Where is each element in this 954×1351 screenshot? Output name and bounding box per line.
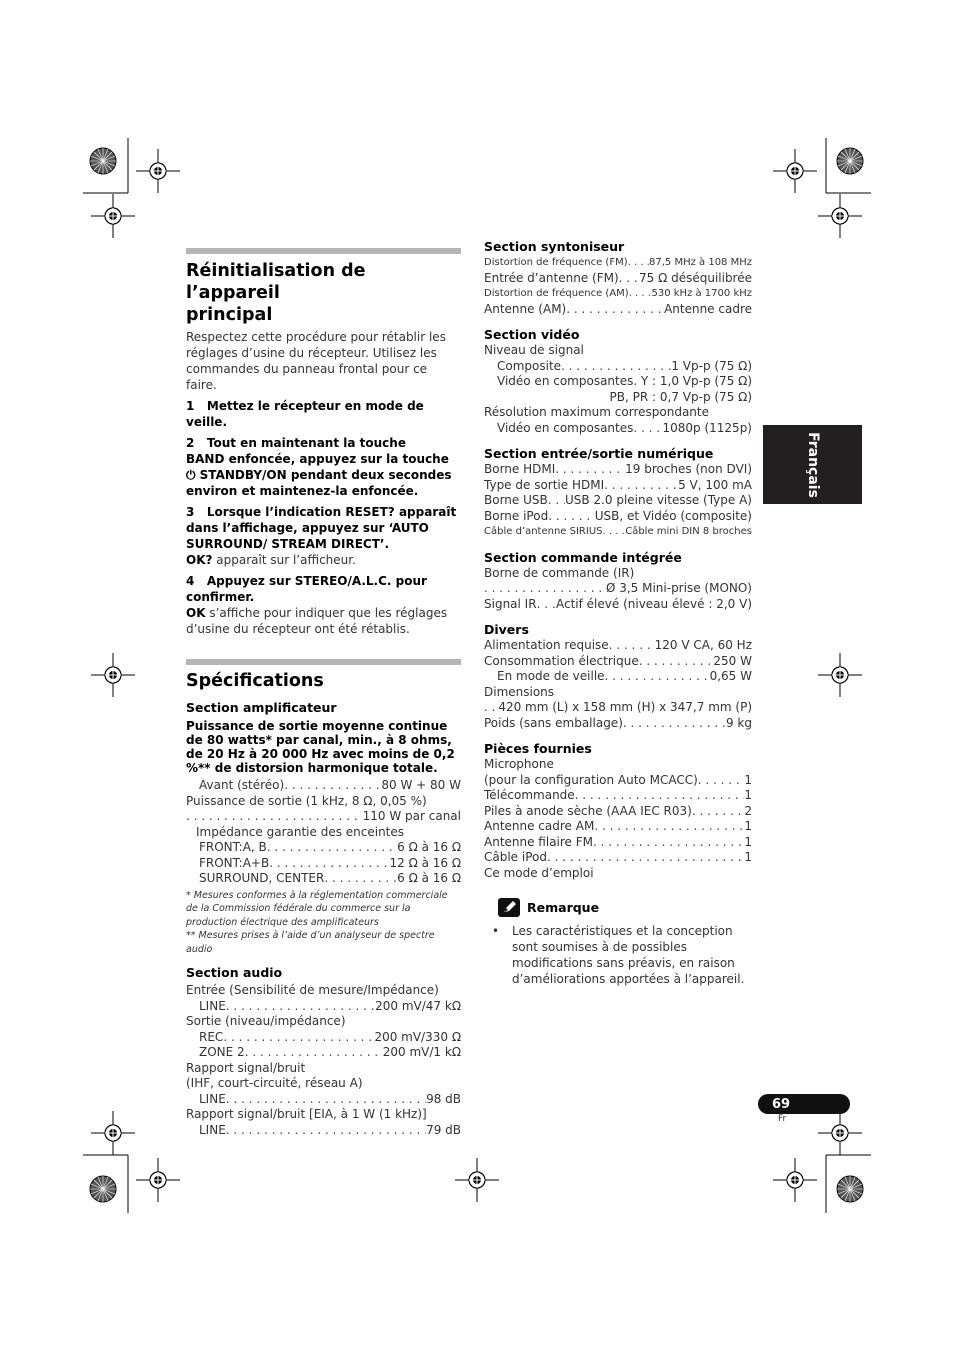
- footnote: * Mesures conformes à la réglementation commerciale de la Commission fédérale du commerce sur la production électrique des amplificateurs: [186, 889, 448, 928]
- dot-leader: [629, 286, 652, 302]
- dot-leader: [698, 773, 745, 789]
- spec-label: Consommation électrique: [484, 653, 639, 668]
- spec-label: Avant (stéréo): [199, 778, 285, 792]
- section-divider: [186, 248, 461, 254]
- spec-row: [484, 788, 752, 804]
- spec-row: [186, 1030, 461, 1046]
- spec-value: 1: [744, 850, 752, 864]
- bullet-dot: •: [492, 924, 500, 938]
- dot-leader: [605, 669, 710, 685]
- misc-heading: Divers: [484, 622, 529, 637]
- spec-row: [186, 809, 461, 825]
- section-divider: [186, 659, 461, 665]
- spec-label: Distortion de fréquence (AM): [484, 288, 629, 299]
- reset-title-line1: Réinitialisation de l’appareil: [186, 261, 366, 303]
- spec-label: Résolution maximum correspondante: [484, 405, 709, 419]
- spec-row: [484, 850, 752, 866]
- dot-leader: [633, 421, 662, 437]
- spec-row: [484, 509, 752, 525]
- dot-leader: [609, 638, 655, 654]
- video-heading: Section vidéo: [484, 327, 580, 342]
- dot-leader: [245, 1045, 383, 1061]
- spec-value: 6 Ω à 16 Ω: [397, 871, 461, 885]
- dot-leader: [223, 1030, 374, 1046]
- dot-leader: [561, 359, 671, 375]
- spec-label: Alimentation requise: [484, 638, 609, 652]
- dot-leader: [484, 581, 606, 597]
- spec-row: [484, 819, 752, 835]
- spec-row: [484, 716, 752, 732]
- spec-label: Niveau de signal: [484, 343, 584, 357]
- reset-step-2: [186, 435, 461, 499]
- spec-row: [484, 654, 752, 670]
- spec-label: REC: [199, 1029, 224, 1044]
- spec-label: Type de sortie HDMI: [484, 477, 605, 492]
- spec-row: [186, 871, 461, 887]
- spec-value: 1 Vp-p (75 Ω): [671, 358, 752, 373]
- audio-heading: Section audio: [186, 965, 283, 980]
- spec-label: Composite: [497, 358, 562, 373]
- dot-leader: [284, 778, 381, 794]
- spec-value: 2: [744, 803, 752, 818]
- dot-leader: [593, 835, 744, 851]
- spec-value: 200 mV/1 kΩ: [382, 1045, 461, 1059]
- spec-label: FRONT:A+B: [199, 855, 270, 870]
- spec-label: Puissance de sortie (1 kHz, 8 Ω, 0,05 %): [186, 793, 427, 808]
- spec-value: USB 2.0 pleine vitesse (Type A): [565, 493, 752, 507]
- dot-leader: [186, 809, 363, 825]
- spec-row: [484, 462, 752, 478]
- spec-value: 1: [744, 788, 752, 802]
- spec-value: 420 mm (L) x 158 mm (H) x 347,7 mm (P): [498, 700, 752, 714]
- pencil-note-icon: [498, 898, 520, 917]
- spec-value: 75 Ω déséquilibrée: [639, 270, 752, 285]
- spec-value: 250 W: [713, 653, 752, 668]
- spec-row: [484, 581, 752, 597]
- spec-row: [484, 700, 752, 716]
- spec-label: Entrée (Sensibilité de mesure/Impédance): [186, 983, 439, 997]
- dot-leader: [548, 509, 595, 525]
- dot-leader: [633, 374, 641, 390]
- page-number: 69: [772, 1096, 791, 1112]
- control-heading: Section commande intégrée: [484, 549, 682, 565]
- spec-row: [186, 1123, 461, 1139]
- dot-leader: [603, 524, 626, 540]
- dot-leader: [324, 871, 397, 887]
- digital-heading: Section entrée/sortie numérique: [484, 446, 714, 461]
- spec-row: [186, 856, 461, 872]
- spec-label: Vidéo en composantes: [497, 420, 634, 435]
- dot-leader: [537, 597, 556, 613]
- reset-step-3-note-text: apparaît sur l’afficheur.: [212, 553, 356, 567]
- spec-label: LINE: [199, 1122, 226, 1137]
- spec-label: Piles à anode sèche (AAA IEC R03): [484, 803, 692, 818]
- spec-value: 12 Ω à 16 Ω: [389, 855, 461, 870]
- spec-value: 120 V CA, 60 Hz: [654, 638, 752, 652]
- amp-heading: Section amplificateur: [186, 700, 337, 715]
- spec-value: Ø 3,5 Mini-prise (MONO): [605, 581, 752, 595]
- spec-row: [186, 1045, 461, 1061]
- note-box: [484, 898, 752, 917]
- dot-leader: [226, 1092, 426, 1108]
- reset-step-3: 3 Lorsque l’indication RESET? apparaît dans l’affichage, appuyez sur ‘AUTO SURROUND/ STREAM DIRECT’.: [186, 505, 457, 551]
- spec-value: 6 Ω à 16 Ω: [397, 840, 461, 854]
- spec-row: [484, 271, 752, 287]
- right-column: [484, 239, 752, 987]
- reset-title-line2: principal: [186, 305, 273, 325]
- left-column: [186, 248, 461, 1138]
- reset-step-4: 4 Appuyez sur STEREO/A.L.C. pour confirmer.: [186, 574, 427, 604]
- spec-value: Câble mini DIN 8 broches: [625, 526, 752, 537]
- page-language-code: Fr: [778, 1114, 787, 1124]
- specs-title: Spécifications: [186, 671, 324, 691]
- dot-leader: [226, 1123, 426, 1139]
- reset-step-2-line1: 2 Tout en maintenant la touche: [186, 436, 406, 450]
- spec-row: [484, 773, 752, 789]
- spec-value: 1: [744, 834, 752, 849]
- spec-value: 1: [744, 772, 752, 787]
- spec-row: [484, 255, 752, 271]
- spec-value: 1: [744, 819, 752, 833]
- spec-label: Poids (sans emballage): [484, 715, 623, 730]
- tuner-heading: Section syntoniseur: [484, 239, 625, 254]
- spec-label: Borne HDMI: [484, 462, 556, 476]
- note-bullet: [484, 923, 752, 987]
- reset-step-4-note: [186, 605, 461, 637]
- dot-leader: [269, 856, 389, 872]
- spec-value: 5 V, 100 mA: [678, 477, 752, 492]
- reset-intro: Respectez cette procédure pour rétablir les réglages d’usine du récepteur. Utilisez les commandes du panneau frontal pour ce faire.: [186, 330, 446, 392]
- spec-row: [484, 286, 752, 302]
- reset-step-2-line3: ⏻ STANDBY/ON pendant deux secondes: [186, 468, 452, 482]
- dot-leader: [692, 804, 745, 820]
- dot-leader: [566, 302, 664, 318]
- note-text: Les caractéristiques et la conception sont soumises à de possibles modifications sans préavis, en raison d’améliorations apportées à l’appareil.: [512, 924, 745, 986]
- dot-leader: [575, 788, 745, 804]
- dot-leader: [639, 654, 714, 670]
- spec-label: Antenne filaire FM: [484, 834, 594, 849]
- spec-value: PB, PR : 0,7 Vp-p (75 Ω): [609, 389, 752, 404]
- reset-step-1: 1 Mettez le récepteur en mode de veille.: [186, 399, 424, 429]
- language-side-tab: [763, 425, 862, 504]
- spec-label: Rapport signal/bruit [EIA, à 1 W (1 kHz)]: [186, 1107, 427, 1121]
- spec-row: [484, 804, 752, 820]
- spec-row: [186, 1092, 461, 1108]
- dot-leader: [604, 478, 678, 494]
- spec-label: (IHF, court-circuité, réseau A): [186, 1076, 363, 1090]
- reset-step-2-line4: environ et maintenez-la enfoncée.: [186, 484, 419, 498]
- spec-label: Ce mode d’emploi: [484, 865, 594, 880]
- spec-label: Télécommande: [484, 788, 575, 802]
- spec-label: Antenne cadre AM: [484, 819, 595, 833]
- spec-row: [484, 421, 752, 437]
- spec-value: 87,5 MHz à 108 MHz: [649, 257, 752, 268]
- spec-label: Câble d’antenne SIRIUS: [484, 526, 603, 537]
- spec-label: Câble iPod: [484, 850, 547, 864]
- spec-row: [484, 478, 752, 494]
- spec-label: Distortion de fréquence (FM): [484, 257, 628, 268]
- spec-label: Vidéo en composantes: [497, 374, 634, 388]
- spec-label: Signal IR: [484, 596, 537, 611]
- spec-value: 530 kHz à 1700 kHz: [651, 288, 752, 299]
- reset-step-4-note-text: s’affiche pour indiquer que les réglages d’usine du récepteur ont été rétablis.: [186, 606, 448, 636]
- ok-question-label: OK?: [186, 553, 213, 567]
- footnote: ** Mesures prises à l’aide d’un analyseur de spectre audio: [186, 930, 435, 955]
- dot-leader: [267, 840, 397, 856]
- spec-value: 80 W + 80 W: [381, 778, 461, 792]
- spec-value: 9 kg: [725, 715, 752, 730]
- spec-label: Microphone: [484, 757, 554, 771]
- spec-label: LINE: [199, 1091, 226, 1106]
- spec-row: [484, 638, 752, 654]
- spec-row: [186, 778, 461, 794]
- reset-step-3-note: [186, 552, 461, 568]
- spec-value: 200 mV/330 Ω: [374, 1029, 461, 1044]
- spec-value: USB, et Vidéo (composite): [594, 508, 752, 523]
- spec-label: LINE: [199, 998, 226, 1013]
- spec-row: [484, 302, 752, 318]
- spec-value: 0,65 W: [709, 669, 752, 683]
- spec-row: [484, 669, 752, 685]
- spec-value: Antenne cadre: [664, 301, 752, 316]
- dot-leader: [594, 819, 744, 835]
- dot-leader: [226, 999, 375, 1015]
- spec-value: 200 mV/47 kΩ: [375, 998, 461, 1013]
- spec-label: (pour la configuration Auto MCACC): [484, 772, 698, 787]
- dot-leader: [623, 716, 726, 732]
- amp-power-heading: Puissance de sortie moyenne continue de 80 watts* par canal, min., à 8 ohms, de 20 Hz à 20 000 Hz avec moins de 0,2 %** de distorsion harmonique totale.: [186, 719, 455, 775]
- dot-leader: [555, 462, 625, 478]
- spec-label: En mode de veille: [497, 669, 605, 683]
- spec-value: 19 broches (non DVI): [625, 462, 752, 476]
- reset-step-2-line2: BAND enfoncée, appuyez sur la touche: [186, 452, 449, 466]
- ok-label: OK: [186, 606, 206, 620]
- spec-label: Borne USB: [484, 493, 548, 507]
- spec-value: 110 W par canal: [362, 809, 461, 823]
- spec-value: Actif élevé (niveau élevé : 2,0 V): [556, 596, 752, 611]
- spec-label: Rapport signal/bruit: [186, 1060, 306, 1075]
- spec-row: [484, 374, 752, 390]
- spec-label: Impédance garantie des enceintes: [196, 824, 405, 839]
- reset-title: [186, 260, 461, 326]
- spec-label: Sortie (niveau/impédance): [186, 1014, 346, 1028]
- spec-label: FRONT:A, B: [199, 840, 267, 854]
- spec-label: Borne iPod: [484, 508, 549, 523]
- spec-row: [484, 524, 752, 540]
- spec-label: SURROUND, CENTER: [199, 871, 325, 885]
- spec-value: Y : 1,0 Vp-p (75 Ω): [640, 374, 752, 388]
- spec-value: 1080p (1125p): [662, 420, 752, 435]
- spec-label: Dimensions: [484, 684, 555, 699]
- spec-row: [186, 999, 461, 1015]
- spec-row: [484, 835, 752, 851]
- dot-leader: [547, 850, 744, 866]
- language-tab-label: Français: [804, 431, 821, 498]
- spec-value: 98 dB: [426, 1091, 461, 1106]
- spec-row: [484, 493, 752, 509]
- spec-label: Antenne (AM): [484, 301, 567, 316]
- note-heading: Remarque: [527, 899, 600, 915]
- spec-row: [186, 840, 461, 856]
- dot-leader: [628, 255, 649, 271]
- dot-leader: [548, 493, 565, 509]
- spec-label: ZONE 2: [199, 1045, 245, 1059]
- dot-leader: [484, 700, 498, 716]
- spec-label: Borne de commande (IR): [484, 565, 635, 580]
- spec-value: 79 dB: [426, 1122, 461, 1137]
- spec-row: [484, 597, 752, 613]
- page-number-badge: [758, 1094, 850, 1114]
- dot-leader: [619, 271, 639, 287]
- spec-label: Entrée d’antenne (FM): [484, 270, 619, 285]
- parts-heading: Pièces fournies: [484, 741, 592, 756]
- spec-row: [484, 359, 752, 375]
